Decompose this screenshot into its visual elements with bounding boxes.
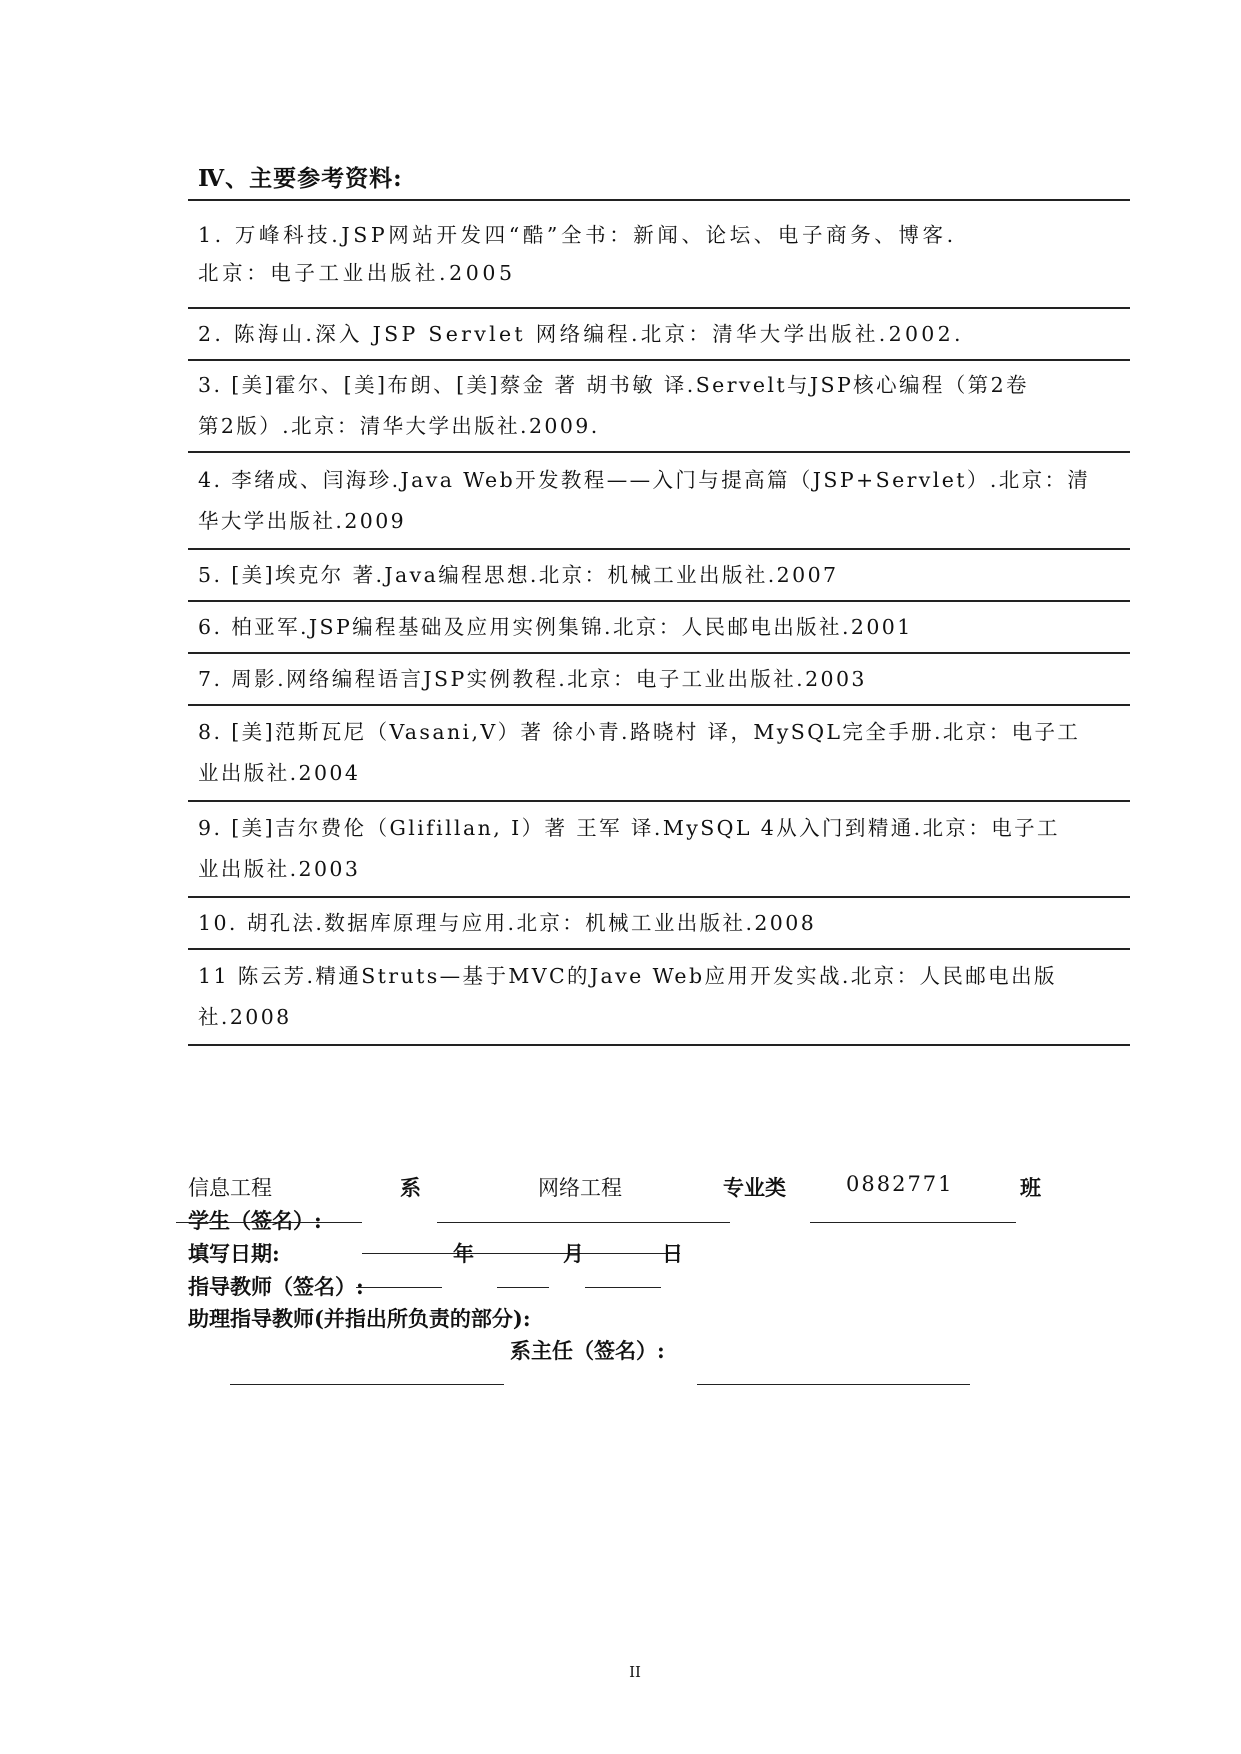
advisor-signature-label: 指导教师（签名）: [188, 1274, 364, 1299]
department-value: 信息工程 [188, 1176, 272, 1200]
month-label: 月 [563, 1241, 584, 1266]
signature-line [437, 1222, 730, 1223]
reference-line: 11 陈云芳.精通Struts—基于MVC的Jave Web应用开发实战.北京：人民邮电出版 [198, 964, 1057, 988]
reference-line: 业出版社.2004 [198, 761, 361, 785]
reference-line: 9. [美]吉尔费伦（Glifillan, I）著 王军 译.MySQL 4从入门到精通.北京：电子工 [198, 816, 1060, 840]
signature-line [585, 1287, 661, 1288]
date-label: 填写日期: [188, 1241, 280, 1266]
signature-line [497, 1287, 549, 1288]
signature-line [810, 1222, 1016, 1223]
reference-item [188, 802, 1130, 898]
reference-line: 6. 柏亚军.JSP编程基础及应用实例集锦.北京：人民邮电出版社.2001 [198, 614, 913, 639]
signature-line [230, 1384, 504, 1385]
class-label: 班 [1020, 1175, 1041, 1200]
reference-item [188, 550, 1130, 602]
strike-line [356, 1287, 442, 1288]
signature-line [697, 1384, 970, 1385]
reference-line: 北京：电子工业出版社.2005 [198, 261, 516, 285]
dept-head-signature-label: 系主任（签名）: [510, 1338, 665, 1363]
reference-line: 8. [美]范斯瓦尼（Vasani,V）著 徐小青.路晓村 译，MySQL完全手册.北京：电子工 [198, 720, 1081, 744]
reference-line: 业出版社.2003 [198, 857, 361, 881]
date-strike-line [362, 1253, 680, 1254]
reference-list [188, 199, 1130, 1046]
reference-line: 2. 陈海山.深入 JSP Servlet 网络编程.北京：清华大学出版社.2002. [198, 321, 964, 346]
reference-item [188, 898, 1130, 950]
section-title: Ⅳ、主要参考资料: [198, 165, 403, 192]
major-label: 专业类 [723, 1175, 786, 1200]
reference-line: 5. [美]埃克尔 著.Java编程思想.北京：机械工业出版社.2007 [198, 562, 839, 587]
reference-line: 3. [美]霍尔、[美]布朗、[美]蔡金 著 胡书敏 译.Servelt与JSP核心编程（第2卷 [198, 373, 1029, 397]
reference-item [188, 654, 1130, 706]
department-label: 系 [400, 1175, 421, 1200]
class-value: 0882771 [846, 1172, 954, 1196]
day-label: 日 [662, 1241, 683, 1266]
reference-item [188, 453, 1130, 550]
reference-line: 4. 李绪成、闫海珍.Java Web开发教程——入门与提高篇（JSP+Servlet）.北京：清 [198, 467, 1091, 492]
reference-line: 华大学出版社.2009 [198, 508, 407, 533]
reference-line: 7. 周影.网络编程语言JSP实例教程.北京：电子工业出版社.2003 [198, 666, 867, 691]
reference-line: 第2版）.北京：清华大学出版社.2009. [198, 414, 600, 438]
page-number: II [629, 1663, 641, 1681]
major-value: 网络工程 [538, 1176, 622, 1200]
reference-item [188, 309, 1130, 361]
reference-item [188, 706, 1130, 802]
reference-item [188, 201, 1130, 309]
reference-line: 社.2008 [198, 1005, 292, 1029]
year-label: 年 [453, 1241, 474, 1266]
reference-line: 10. 胡孔法.数据库原理与应用.北京：机械工业出版社.2008 [198, 910, 817, 935]
reference-item [188, 602, 1130, 654]
student-signature-label: 学生（签名）: [188, 1208, 322, 1233]
assistant-advisor-label: 助理指导教师(并指出所负责的部分): [188, 1306, 531, 1331]
strike-line [176, 1222, 362, 1223]
reference-line: 1. 万峰科技.JSP网站开发四“酷”全书：新闻、论坛、电子商务、博客. [198, 223, 957, 247]
reference-item [188, 361, 1130, 453]
reference-item [188, 950, 1130, 1046]
